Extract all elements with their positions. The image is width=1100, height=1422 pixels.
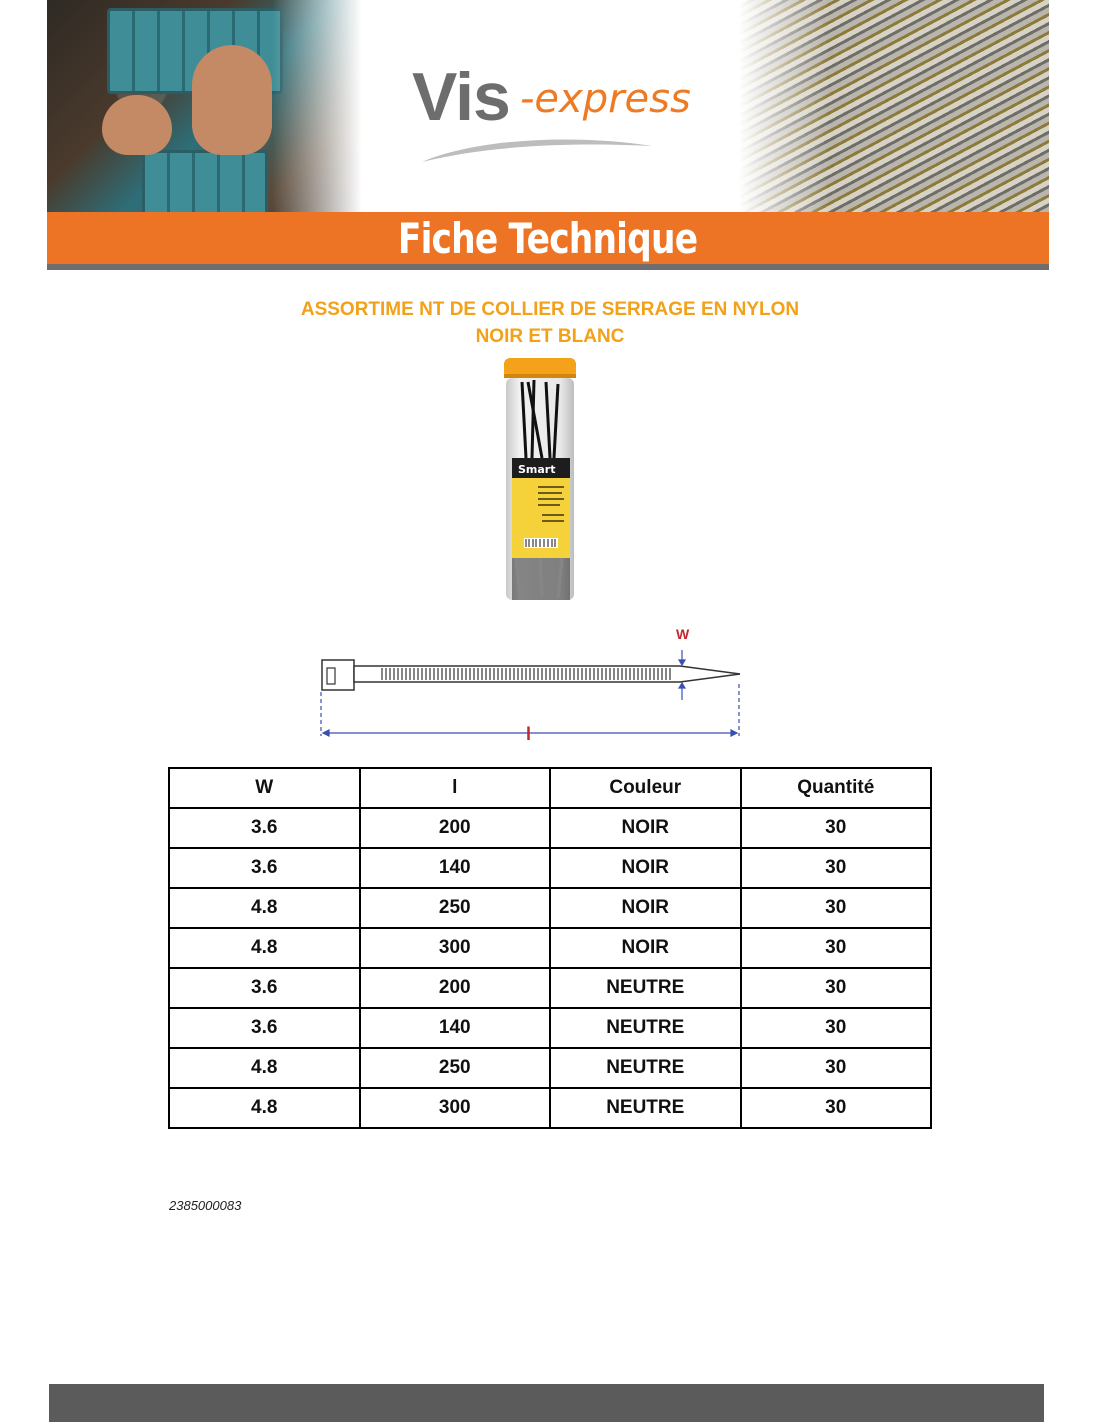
cell-color: NEUTRE — [550, 1088, 741, 1128]
product-title-line2: NOIR ET BLANC — [475, 326, 625, 347]
cell-quantity: 30 — [741, 1088, 932, 1128]
cell-width: 4.8 — [169, 1088, 360, 1128]
logo-accent-text: -express — [520, 76, 691, 122]
cell-quantity: 30 — [741, 968, 932, 1008]
divider — [47, 264, 1049, 270]
workshop-photo — [47, 0, 362, 212]
cell-length: 300 — [360, 928, 551, 968]
table-row — [169, 968, 931, 1008]
cell-length: 300 — [360, 1088, 551, 1128]
header-banner — [47, 0, 1049, 212]
cell-length: 140 — [360, 848, 551, 888]
cell-length: 140 — [360, 1008, 551, 1048]
specifications-table — [168, 767, 932, 1129]
table-row — [169, 1008, 931, 1048]
cable-tie-diagram — [310, 622, 750, 746]
cell-width: 4.8 — [169, 888, 360, 928]
cell-length: 200 — [360, 808, 551, 848]
cell-quantity: 30 — [741, 1008, 932, 1048]
cell-color: NEUTRE — [550, 1008, 741, 1048]
cell-color: NOIR — [550, 808, 741, 848]
footer-bar — [49, 1384, 1044, 1422]
table-row — [169, 808, 931, 848]
logo-swoosh — [417, 136, 657, 166]
product-title-line1: ASSORTIME NT DE COLLIER DE SERRAGE EN NYLON — [300, 299, 800, 320]
cell-width: 4.8 — [169, 1048, 360, 1088]
title-bar — [47, 212, 1049, 264]
vis-express-logo — [412, 58, 712, 168]
table-header-row — [169, 768, 931, 808]
table-row — [169, 848, 931, 888]
logo-main-text: Vis — [412, 59, 510, 135]
cell-quantity: 30 — [741, 928, 932, 968]
hand — [192, 45, 272, 155]
table-row — [169, 1048, 931, 1088]
tie-strap — [354, 666, 740, 682]
table-row — [169, 888, 931, 928]
product-image — [502, 358, 578, 606]
cell-length: 250 — [360, 1048, 551, 1088]
table-row — [169, 1088, 931, 1128]
cell-color: NOIR — [550, 848, 741, 888]
cell-quantity: 30 — [741, 888, 932, 928]
cell-color: NOIR — [550, 928, 741, 968]
cell-width: 4.8 — [169, 928, 360, 968]
length-label: l — [526, 724, 532, 744]
package-brand: Smart — [518, 463, 556, 476]
cell-quantity: 30 — [741, 808, 932, 848]
screw-tray — [142, 150, 268, 212]
cell-color: NEUTRE — [550, 968, 741, 1008]
table-row — [169, 928, 931, 968]
product-reference: 2385000083 — [169, 1198, 242, 1213]
page-title: Fiche Technique — [398, 213, 698, 263]
cell-color: NEUTRE — [550, 1048, 741, 1088]
column-header-length: l — [360, 768, 551, 808]
cell-color: NOIR — [550, 888, 741, 928]
cell-length: 250 — [360, 888, 551, 928]
cell-quantity: 30 — [741, 1048, 932, 1088]
width-label: W — [676, 626, 690, 642]
column-header-width: W — [169, 768, 360, 808]
hand — [102, 95, 172, 155]
cell-quantity: 30 — [741, 848, 932, 888]
cell-length: 200 — [360, 968, 551, 1008]
cell-width: 3.6 — [169, 968, 360, 1008]
cell-width: 3.6 — [169, 808, 360, 848]
screws-photo — [739, 0, 1049, 212]
column-header-color: Couleur — [550, 768, 741, 808]
cell-width: 3.6 — [169, 848, 360, 888]
cell-width: 3.6 — [169, 1008, 360, 1048]
column-header-quantity: Quantité — [741, 768, 932, 808]
